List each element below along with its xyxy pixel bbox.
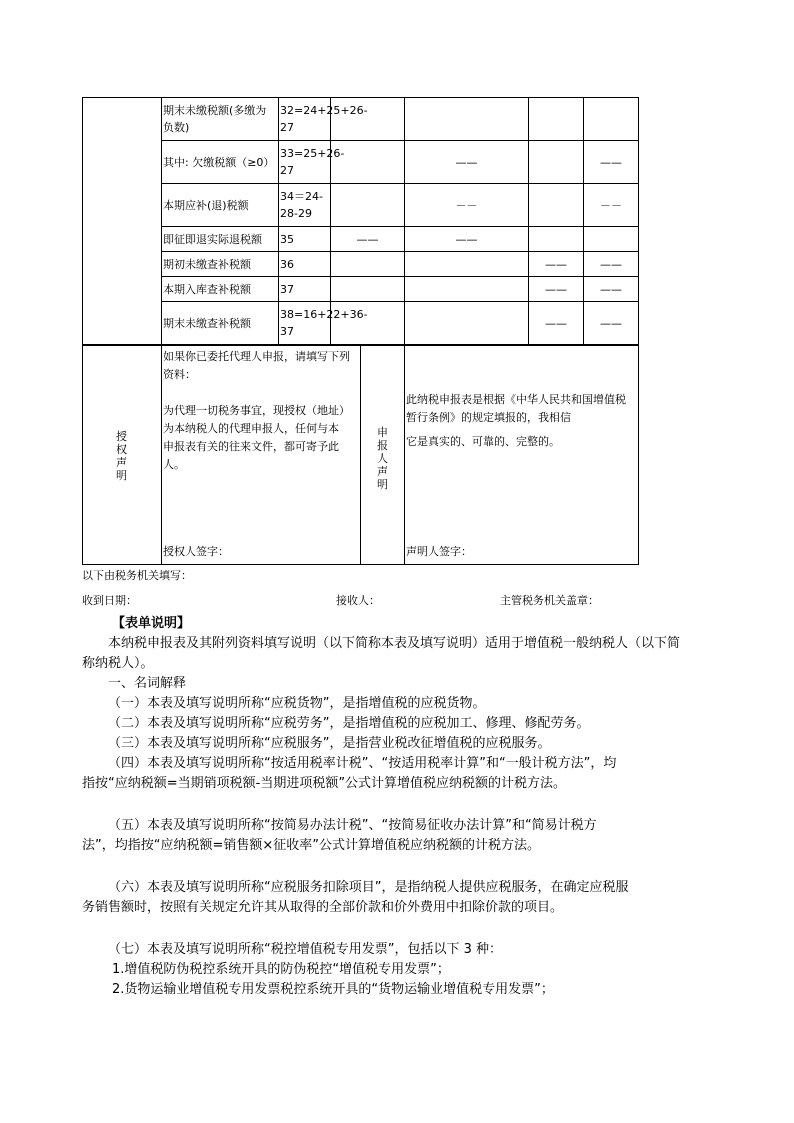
- row-group-blank: [83, 98, 162, 345]
- notes-intro: 本纳税申报表及其附列资料填写说明（以下简称本表及填写说明）适用于增值税一般纳税人（以下简称纳税人）。: [82, 636, 681, 671]
- row-formula: 35: [279, 227, 331, 252]
- dash-cell: ——: [584, 252, 639, 277]
- cell[interactable]: [584, 227, 639, 252]
- row-label: 期初未缴查补税额: [162, 252, 279, 277]
- declare-side-label: 申报人声明: [377, 426, 388, 491]
- cell[interactable]: [529, 98, 584, 141]
- cell[interactable]: [405, 98, 529, 141]
- row-formula: 36: [279, 252, 331, 277]
- declaration-section: [82, 345, 639, 565]
- row-label: 本期应补(退)税额: [162, 184, 279, 227]
- note-item-7-2: 2.货物运输业增值税专用发票税控系统开具的“货物运输业增值税专用发票”；: [112, 982, 554, 997]
- note-item-6-cont: 务销售额时，按照有关规定允许其从取得的全部价款和价外费用中扣除价款的项目。: [82, 900, 564, 915]
- note-item-7: （七）本表及填写说明所称“税控增值税专用发票”，包括以下 3 种：: [108, 942, 503, 957]
- row-label: 本期入库查补税额: [162, 277, 279, 302]
- auth-intro: 如果你已委托代理人申报，请填写下列资料：: [163, 350, 350, 381]
- note-item-4-cont: 指按“应纳税额=当期销项税额-当期进项税额”公式计算增值税应纳税额的计税方法。: [82, 776, 567, 791]
- dash-cell: －－: [584, 184, 639, 227]
- note-item-5-cont: 法”，均指按“应纳税额=销售额×征收率”公式计算增值税应纳税额的计税方法。: [82, 838, 540, 853]
- note-item-1: （一）本表及填写说明所称“应税货物”，是指增值税的应税货物。: [108, 696, 486, 711]
- note-item-5: （五）本表及填写说明所称“按简易办法计税”、“按简易征收办法计算”和“简易计税方: [108, 818, 597, 833]
- row-formula: 32=24+25+26-27: [279, 98, 331, 141]
- note-item-6: （六）本表及填写说明所称“应税服务扣除项目”，是指纳税人提供应税服务，在确定应税服: [108, 880, 629, 895]
- note-item-7-1: 1.增值税防伪税控系统开具的防伪税控“增值税专用发票”；: [112, 962, 450, 977]
- dash-cell: ——: [584, 141, 639, 184]
- stamp-label: 主管税务机关盖章：: [500, 594, 599, 607]
- row-formula: 34＝24-28-29: [279, 184, 331, 227]
- row-formula: 33=25+26-27: [279, 141, 331, 184]
- cell[interactable]: [584, 98, 639, 141]
- cell[interactable]: [331, 277, 405, 302]
- cell[interactable]: [529, 227, 584, 252]
- dash-cell: ——: [584, 302, 639, 345]
- tax-return-table: [82, 97, 639, 345]
- dash-cell: ——: [331, 227, 405, 252]
- notes-heading: 【表单说明】: [112, 616, 191, 631]
- note-item-4: （四）本表及填写说明所称“按适用税率计税”、“按适用税率计算”和“一般计税方法”，均: [108, 756, 617, 771]
- dash-cell: ——: [405, 227, 529, 252]
- cell[interactable]: [331, 184, 405, 227]
- dash-cell: ——: [584, 277, 639, 302]
- tax-office-note: 以下由税务机关填写：: [82, 569, 192, 582]
- dash-cell: －－: [405, 184, 529, 227]
- cell[interactable]: [405, 277, 529, 302]
- cell[interactable]: [529, 184, 584, 227]
- declare-body-2: 它是真实的、可靠的、完整的。: [406, 435, 560, 448]
- auth-body: 为代理一切税务事宜，现授权（地址）为本纳税人的代理申报人，任何与本: [163, 404, 350, 435]
- row-label: 即征即退实际退税额: [162, 227, 279, 252]
- declare-body: 此纳税申报表是根据《中华人民共和国增值税暂行条例》的规定填报的，我相信: [406, 393, 626, 424]
- declare-sign-label: 声明人签字：: [406, 545, 472, 558]
- row-label: 期末未缴税额(多缴为负数): [162, 98, 279, 141]
- dash-cell: ——: [405, 141, 529, 184]
- note-item-3: （三）本表及填写说明所称“应税服务”，是指营业税改征增值税的应税服务。: [108, 736, 551, 751]
- row-label: 其中: 欠缴税额（≥0）: [162, 141, 279, 184]
- receive-date-label: 收到日期：: [82, 594, 137, 607]
- section-heading: 一、名词解释: [108, 676, 187, 691]
- row-formula: 37: [279, 277, 331, 302]
- cell[interactable]: [529, 141, 584, 184]
- dash-cell: ——: [529, 252, 584, 277]
- row-label: 期末未缴查补税额: [162, 302, 279, 345]
- note-item-2: （二）本表及填写说明所称“应税劳务”，是指增值税的应税加工、修理、修配劳务。: [108, 716, 590, 731]
- row-formula: 38=16+22+36-37: [279, 302, 331, 345]
- auth-side-label: 授权声明: [116, 430, 127, 482]
- auth-sign-label: 授权人签字：: [163, 545, 229, 558]
- cell[interactable]: [405, 252, 529, 277]
- auth-body-2: 申报表有关的往来文件，都可寄予此人。: [163, 440, 339, 471]
- receiver-label: 接收人：: [336, 594, 380, 607]
- dash-cell: ——: [529, 302, 584, 345]
- dash-cell: ——: [529, 277, 584, 302]
- cell[interactable]: [331, 252, 405, 277]
- cell[interactable]: [405, 302, 529, 345]
